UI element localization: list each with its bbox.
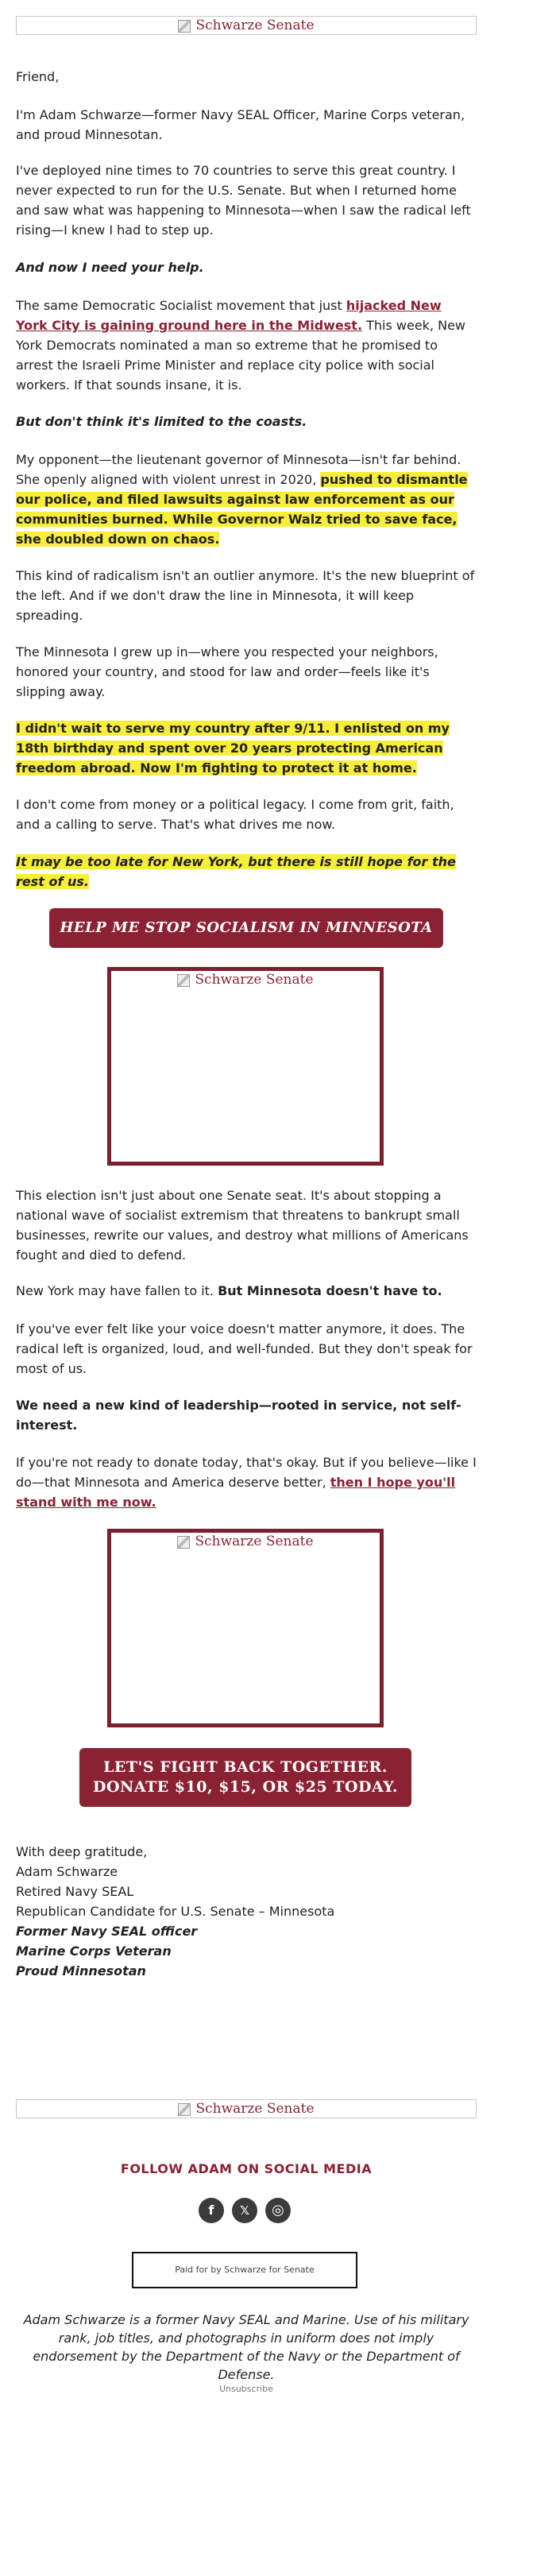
title-line: Marine Corps Veteran (16, 1944, 172, 1959)
paid-for-box: Paid for by Schwarze for Senate (132, 2252, 357, 2288)
donate-button[interactable]: LET'S FIGHT BACK TOGETHER. DONATE $10, $15, OR $25 TODAY. (79, 1748, 411, 1807)
facebook-icon[interactable]: f (199, 2198, 224, 2223)
paragraph-opponent: My opponent—the lieutenant governor of Minnesota—isn't far behind. She openly aligned with violent unrest in 2020, pushed to dismantle our police, and filed lawsuits against law enforcement as our communities burned. While Governor Walz tried to save face, she doubled down on chaos. (16, 452, 468, 547)
campaign-image-2-placeholder: Schwarze Senate (111, 1533, 380, 1552)
stand-with-me-link[interactable]: then I hope you'll stand with me now. (16, 1475, 456, 1510)
stop-socialism-button[interactable]: HELP ME STOP SOCIALISM IN MINNESOTA (49, 908, 443, 948)
highlighted-service-text: I didn't wait to serve my country after 9/11. I enlisted on my 18th birthday and spent over 20 years protecting American freedom abroad. Now I'm fighting to protect it at home. (16, 721, 450, 776)
footer-image: Schwarze Senate (16, 2099, 477, 2118)
paragraph-service (16, 718, 477, 778)
follow-heading: FOLLOW ADAM ON SOCIAL MEDIA (120, 2161, 373, 2176)
paragraph-election: This election isn't just about one Senate seat. It's about stopping a national wave of socialist extremism that threatens to bankrupt small businesses, rewrite our values, and destroy what millions of Americans fought and died to defend. (16, 1188, 469, 1263)
unsubscribe-link[interactable]: Unsubscribe (219, 2384, 273, 2394)
signoff-line: Retired Navy SEAL (16, 1884, 134, 1899)
signoff (16, 1842, 477, 1981)
header-image: Schwarze Senate (16, 16, 477, 35)
highlighted-hope-text: It may be too late for New York, but there is still hope for the rest of us. (16, 854, 456, 889)
highlighted-opponent-text: pushed to dismantle our police, and filed lawsuits against law enforcement as our communities burned. While Governor Walz tried to save face, she doubled down on chaos. (16, 472, 468, 547)
x-icon[interactable]: 𝕏 (232, 2198, 257, 2223)
coasts-heading: But don't think it's limited to the coasts. (16, 414, 307, 429)
greeting: Friend, (16, 69, 60, 84)
paragraph-grit: I don't come from money or a political legacy. I come from grit, faith, and a calling to serve. That's what drives me now. (16, 797, 454, 832)
signoff-line: Republican Candidate for U.S. Senate – Minnesota (16, 1904, 335, 1919)
broken-image-icon (177, 974, 190, 987)
signoff-line: With deep gratitude, (16, 1844, 148, 1859)
paragraph-hope (16, 852, 477, 892)
broken-image-icon (178, 2103, 191, 2116)
title-line: Former Navy SEAL officer (16, 1924, 198, 1939)
paragraph-deployments: I've deployed nine times to 70 countries to serve this great country. I never expected to run for the U.S. Senate. But when I returned home and saw what was happening to Minnesota—when I saw the radical left rising—I knew I had to step up. (16, 163, 471, 238)
intro-paragraph: I'm Adam Schwarze—former Navy SEAL Officer, Marine Corps veteran, and proud Minnesotan. (16, 107, 465, 142)
broken-image-icon (178, 20, 191, 33)
paragraph-voice: If you've ever felt like your voice doesn't matter anymore, it does. The radical left is organized, loud, and well-funded. But they don't speak for most of us. (16, 1321, 473, 1376)
broken-image-icon (177, 1536, 190, 1549)
disclaimer: Adam Schwarze is a former Navy SEAL and Marine. Use of his military rank, job titles, and photographs in uniform does not imply endorsement by the Department of the Navy or the Department of Defense. (23, 2312, 469, 2382)
instagram-icon[interactable]: ◎ (265, 2198, 291, 2223)
signoff-line: Adam Schwarze (16, 1864, 118, 1879)
paragraph-donate: If you're not ready to donate today, that's okay. But if you believe—like I do—that Minnesota and America deserve better, then I hope you'll stand with me now. (16, 1455, 477, 1510)
paragraph-minnesota: The Minnesota I grew up in—where you respected your neighbors, honored your country, and stood for law and order—feels like it's slipping away. (16, 644, 438, 699)
campaign-image-1 (107, 967, 384, 1166)
campaign-image-2 (107, 1529, 384, 1727)
hijacked-nyc-link[interactable]: hijacked New York City is gaining ground here in the Midwest. (16, 298, 442, 333)
need-help-heading: And now I need your help. (16, 260, 204, 275)
paragraph-leadership: We need a new kind of leadership—rooted in service, not self-interest. (16, 1398, 461, 1433)
paragraph-radicalism: This kind of radicalism isn't an outlier anymore. It's the new blueprint of the left. And if we don't draw the line in Minnesota, it will keep spreading. (16, 568, 475, 623)
campaign-image-1-placeholder: Schwarze Senate (111, 971, 380, 990)
title-line: Proud Minnesotan (16, 1963, 146, 1978)
paragraph-new-york: The same Democratic Socialist movement that just hijacked New York City is gaining ground here in the Midwest. This week, New York Democrats nominated a man so extreme that he promised to arrest the Israeli Prime Minister and replace city police with social workers. If that sounds insane, it is. (16, 298, 466, 393)
paragraph-fallen: New York may have fallen to it. But Minnesota doesn't have to. (16, 1283, 442, 1298)
